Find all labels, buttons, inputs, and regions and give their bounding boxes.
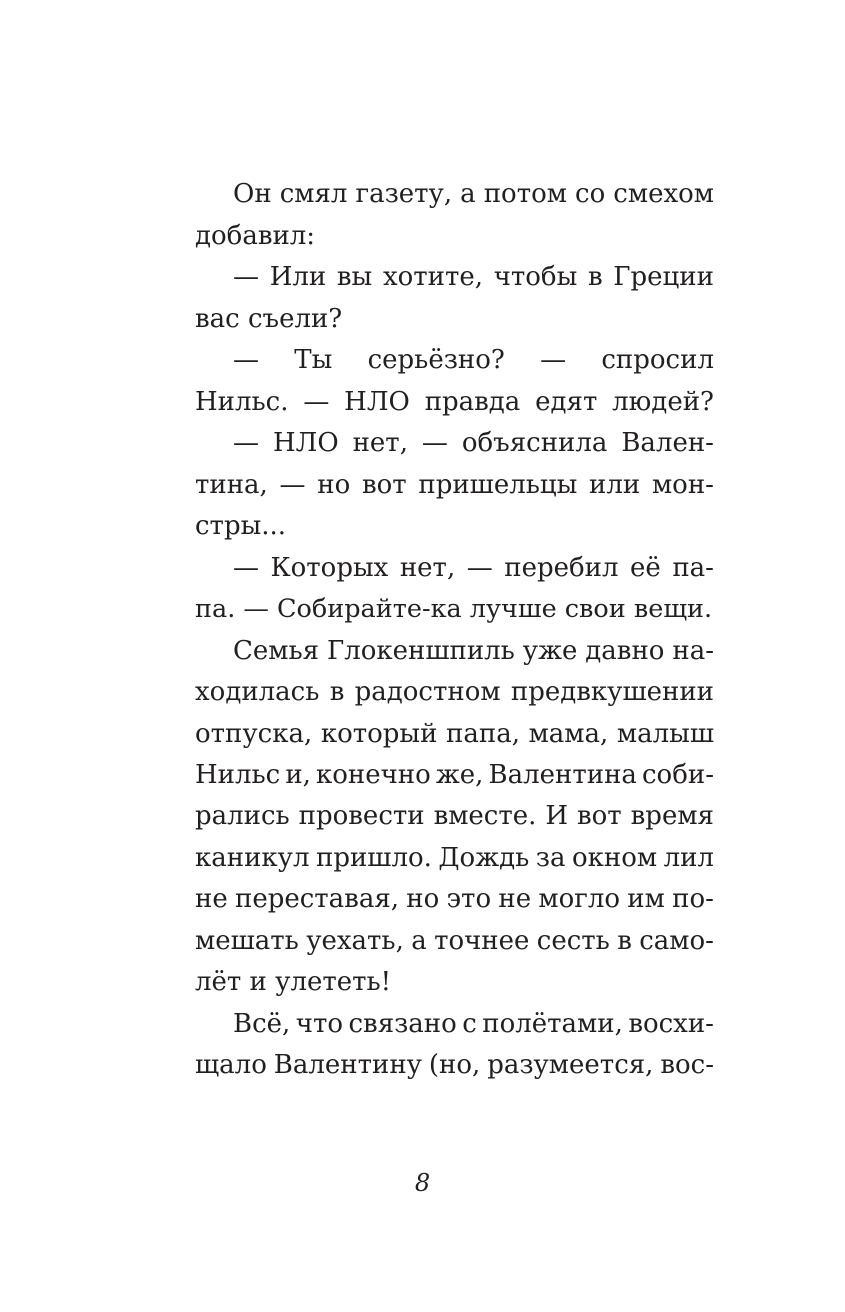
word: уже <box>522 636 578 666</box>
word: объяснила <box>461 428 608 458</box>
word: Всё, <box>233 1009 291 1039</box>
word: Семья <box>233 636 320 666</box>
word: тина, <box>195 470 268 500</box>
text-line: лёт и улететь! <box>195 967 392 997</box>
word: это <box>446 884 492 914</box>
word: хотите, <box>382 262 484 292</box>
page-number: 8 <box>414 1169 431 1197</box>
word: пришло. <box>315 843 432 873</box>
word: Вален- <box>621 428 714 458</box>
word: чтобы <box>493 262 578 292</box>
word: папа, <box>446 719 520 749</box>
word: НЛО <box>272 428 339 458</box>
word: могло <box>538 884 621 914</box>
word: или <box>589 470 641 500</box>
word: в <box>587 262 603 292</box>
word: в <box>617 926 632 956</box>
word: же, <box>435 760 484 790</box>
word: её <box>630 553 661 583</box>
text-line <box>195 759 714 791</box>
word: время <box>630 801 714 831</box>
word: лил <box>663 843 714 873</box>
word: в <box>329 677 345 707</box>
word: па- <box>672 553 714 583</box>
word: связано <box>348 1009 457 1039</box>
text-line <box>233 261 714 293</box>
text-line: добавил: <box>195 221 316 251</box>
word: вот <box>577 801 622 831</box>
word: потом <box>483 179 567 209</box>
word: И <box>545 801 569 831</box>
text-line <box>195 800 714 832</box>
word: разумеется, <box>487 1050 654 1080</box>
word: Или <box>269 262 327 292</box>
word: со <box>575 179 606 209</box>
word: Нильс <box>195 760 281 790</box>
text-line: па. — Собирайте-ка лучше свои вещи. <box>195 594 713 624</box>
word: людей? <box>612 387 714 417</box>
word: предвкушении <box>510 677 714 707</box>
word: давно <box>585 636 665 666</box>
word: вос- <box>660 1050 714 1080</box>
word: который <box>320 719 438 749</box>
word: — <box>540 345 567 375</box>
word: соби- <box>642 760 714 790</box>
text-line <box>233 427 714 459</box>
word: Валентину <box>273 1050 422 1080</box>
word: — <box>466 553 493 583</box>
word: не <box>195 884 228 914</box>
word: Нильс. <box>195 387 289 417</box>
text-line <box>233 635 714 667</box>
word: перебил <box>504 553 619 583</box>
word: само- <box>639 926 714 956</box>
word: газету, <box>355 179 453 209</box>
text-line <box>195 469 714 501</box>
word: полётами, <box>482 1009 623 1039</box>
word: (но, <box>428 1050 481 1080</box>
text-line <box>195 718 714 750</box>
word: правда <box>424 387 521 417</box>
word: Валентина <box>488 760 637 790</box>
word: вот <box>361 470 407 500</box>
word: а <box>460 179 476 209</box>
word: сесть <box>536 926 610 956</box>
word: щало <box>195 1050 267 1080</box>
word: смехом <box>613 179 714 209</box>
word: — <box>233 262 259 292</box>
word: вместе. <box>433 801 537 831</box>
word: — <box>233 345 259 375</box>
word: — <box>303 387 330 417</box>
text-line: стры... <box>195 511 287 541</box>
word: уехать, <box>306 926 404 956</box>
word: точнее <box>434 926 530 956</box>
word: что <box>295 1009 344 1039</box>
text-line <box>195 676 714 708</box>
word: и, <box>285 760 311 790</box>
word: Глокеншпиль <box>326 636 515 666</box>
text-line <box>195 842 714 874</box>
word: им <box>627 884 665 914</box>
word: за <box>535 843 566 873</box>
word: малыш <box>616 719 714 749</box>
word: не <box>498 884 532 914</box>
word: — <box>233 553 259 583</box>
word: смял <box>279 179 348 209</box>
word: окном <box>571 843 658 873</box>
word: провести <box>298 801 425 831</box>
word: — <box>233 428 259 458</box>
word: Он <box>233 179 272 209</box>
word: спросил <box>601 345 714 375</box>
word: по- <box>672 884 714 914</box>
word: но <box>317 470 351 500</box>
word: переставая, <box>234 884 399 914</box>
word: рались <box>195 801 290 831</box>
text-line <box>233 178 714 210</box>
text-line <box>233 1008 714 1040</box>
text-line <box>233 552 714 584</box>
word: едят <box>535 387 598 417</box>
word: конечно <box>316 760 431 790</box>
text-line <box>195 883 714 915</box>
word: пришельцы <box>418 470 578 500</box>
word: нет, <box>352 428 408 458</box>
text-line: вас съели? <box>195 304 343 334</box>
word: мон- <box>651 470 714 500</box>
word: — <box>421 428 448 458</box>
text-line <box>195 386 714 418</box>
word: Дождь <box>438 843 530 873</box>
text-line <box>195 1049 714 1081</box>
word: мама, <box>528 719 609 749</box>
word: Греции <box>613 262 714 292</box>
word: на- <box>672 636 714 666</box>
text-line <box>195 925 714 957</box>
word: каникул <box>195 843 310 873</box>
word: но <box>406 884 440 914</box>
word: восхи- <box>628 1009 714 1039</box>
word: серьёзно? <box>367 345 505 375</box>
word: а <box>411 926 427 956</box>
text-line <box>233 344 714 376</box>
word: радостном <box>354 677 501 707</box>
word: отпуска, <box>195 719 313 749</box>
word: вы <box>336 262 373 292</box>
word: — <box>279 470 306 500</box>
word: нет, <box>399 553 456 583</box>
word: Ты <box>294 345 333 375</box>
word: НЛО <box>344 387 410 417</box>
word: ходилась <box>195 677 320 707</box>
word: Которых <box>270 553 389 583</box>
word: мешать <box>195 926 299 956</box>
word: с <box>462 1009 477 1039</box>
